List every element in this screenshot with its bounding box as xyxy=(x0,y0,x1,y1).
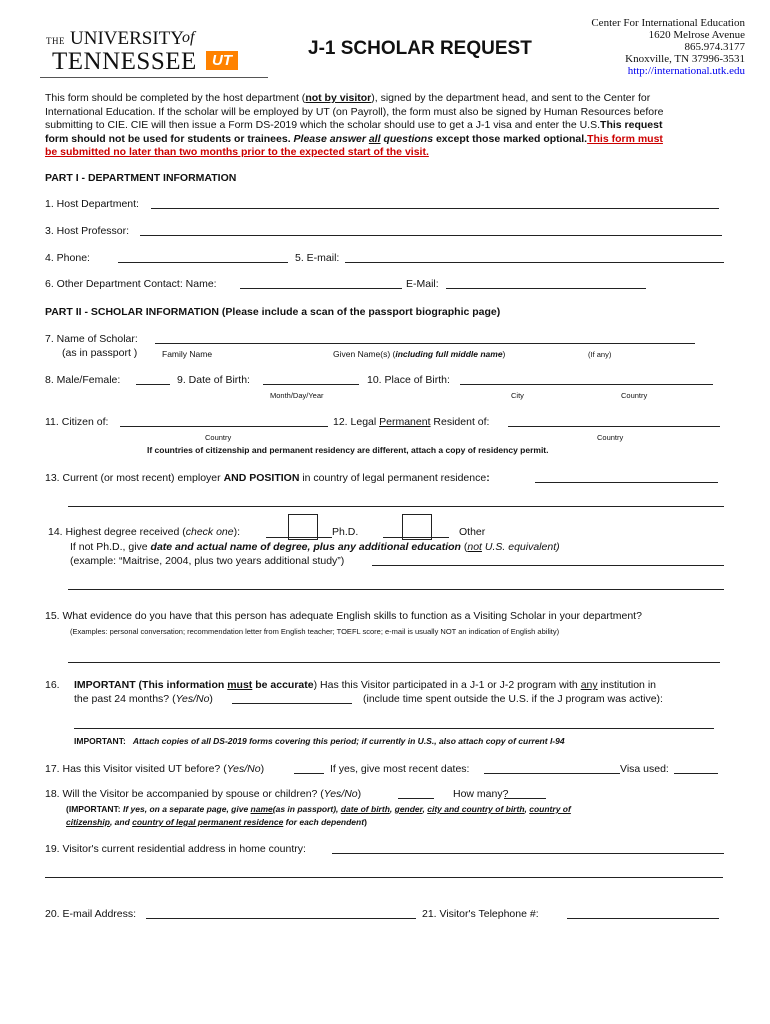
scholar-name-field[interactable] xyxy=(155,343,695,344)
q15-label: 15. What evidence do you have that this person has adequate English skills to function as a Visiting Scholar in your department? xyxy=(45,610,642,622)
permanent-residence-field[interactable] xyxy=(508,426,720,427)
host-professor-field[interactable] xyxy=(140,235,722,236)
visitor-telephone-field[interactable] xyxy=(567,918,719,919)
place-of-birth-field[interactable] xyxy=(460,384,713,385)
residency-note: If countries of citizenship and permanent residency are different, attach a copy of residency permit. xyxy=(147,445,549,455)
q12-label: 12. Legal Permanent Resident of: xyxy=(333,416,490,428)
q14-line3: (example: “Maitrise, 2004, plus two years additional study”) xyxy=(70,555,345,567)
q4-label: 4. Phone: xyxy=(45,252,90,264)
other-checkbox[interactable] xyxy=(402,514,432,540)
visitor-email-field[interactable] xyxy=(146,918,416,919)
q21-label: 21. Visitor's Telephone #: xyxy=(422,908,539,920)
q16-line2-note: (include time spent outside the U.S. if the J program was active): xyxy=(363,693,663,705)
home-address-field[interactable] xyxy=(332,853,724,854)
citizenship-field[interactable] xyxy=(120,426,328,427)
if-any-caption: (If any) xyxy=(588,350,612,359)
q16-number: 16. xyxy=(45,679,60,691)
logo-rule xyxy=(40,77,268,78)
employer-field[interactable] xyxy=(535,482,718,483)
logo-ut-mark: UT xyxy=(206,51,238,70)
not-by-visitor: not by visitor xyxy=(305,92,372,104)
email-field[interactable] xyxy=(345,262,724,263)
q14-line2: If not Ph.D., give date and actual name of degree, plus any additional education (not U.S. equivalent) xyxy=(70,541,560,553)
host-department-field[interactable] xyxy=(151,208,719,209)
q16-line2: the past 24 months? (Yes/No) xyxy=(74,693,213,705)
resident-country-caption: Country xyxy=(597,433,624,442)
other-label: Other xyxy=(459,526,486,538)
recent-dates-field[interactable] xyxy=(484,773,620,774)
citizen-country-caption: Country xyxy=(205,433,232,442)
city-caption: City xyxy=(511,391,524,400)
dependents-field[interactable] xyxy=(398,798,434,799)
q17-dates-label: If yes, give most recent dates: xyxy=(330,763,470,775)
q10-label: 10. Place of Birth: xyxy=(367,374,450,386)
q6-label: 6. Other Department Contact: Name: xyxy=(45,278,217,290)
q5-label: 5. E-mail: xyxy=(295,252,340,264)
logo-university: UNIVERSITY xyxy=(70,28,184,49)
q6-email-label: E-Mail: xyxy=(406,278,439,290)
logo-the: THE xyxy=(46,36,65,46)
prior-j-program-details-field[interactable] xyxy=(74,728,714,729)
address-line4: Knoxville, TN 37996-3531 xyxy=(625,53,745,65)
given-name-caption: Given Name(s) (including full middle name) xyxy=(333,349,506,359)
q13-label: 13. Current (or most recent) employer AND POSITION in country of legal permanent residence: xyxy=(45,472,490,484)
part2-heading: PART II - SCHOLAR INFORMATION (Please include a scan of the passport biographic page) xyxy=(45,306,501,318)
employer-field-line2[interactable] xyxy=(68,506,724,507)
part1-heading: PART I - DEPARTMENT INFORMATION xyxy=(45,172,237,184)
home-address-field-line2[interactable] xyxy=(45,877,723,878)
q8-label: 8. Male/Female: xyxy=(45,374,121,386)
other-contact-email-field[interactable] xyxy=(446,288,646,289)
english-evidence-field[interactable] xyxy=(68,662,720,663)
visited-ut-field[interactable] xyxy=(294,773,324,774)
q11-label: 11. Citizen of: xyxy=(45,416,109,428)
q1-label: 1. Host Department: xyxy=(45,198,139,210)
phd-label: Ph.D. xyxy=(332,526,359,538)
q16-label: IMPORTANT (This information must be accurate) Has this Visitor participated in a J-1 or J-2 program with any institution in xyxy=(74,679,656,691)
address-line2: 1620 Melrose Avenue xyxy=(648,29,745,41)
q18-how-many-label: How many? xyxy=(453,788,509,800)
q20-label: 20. E-mail Address: xyxy=(45,908,137,920)
visa-used-field[interactable] xyxy=(674,773,718,774)
mdy-caption: Month/Day/Year xyxy=(270,391,324,400)
address-line1: Center For International Education xyxy=(591,17,745,29)
q17-label: 17. Has this Visitor visited UT before? (Yes/No) xyxy=(45,763,265,775)
dependents-note: (IMPORTANT: If yes, on a separate page, give name(as in passport), date of birth, gender, city and country of birth, country of citizenship, and country of legal permanent residence for each dependent) xyxy=(66,804,571,827)
q7-sub: (as in passport ) xyxy=(62,347,138,359)
cie-address xyxy=(591,17,745,77)
family-name-caption: Family Name xyxy=(162,349,213,359)
q15-examples: (Examples: personal conversation; recommendation letter from English teacher; TOEFL score; e-mail is usually NOT an indication of English ability) xyxy=(70,627,560,636)
q3-label: 3. Host Professor: xyxy=(45,225,130,237)
gender-field[interactable] xyxy=(136,384,170,385)
ds2019-important-note: IMPORTANT: Attach copies of all DS-2019 forms covering this period; if currently in U.S., also attach copy of current I-94 xyxy=(74,736,565,746)
phone-field[interactable] xyxy=(118,262,288,263)
q18-label: 18. Will the Visitor be accompanied by spouse or children? (Yes/No) xyxy=(45,788,362,800)
cie-website-link[interactable]: http://international.utk.edu xyxy=(627,65,745,77)
q7-label: 7. Name of Scholar: xyxy=(45,333,138,345)
address-line3: 865.974.3177 xyxy=(684,41,745,53)
q14-label: 14. Highest degree received (check one): xyxy=(48,526,241,538)
degree-field[interactable] xyxy=(372,565,724,566)
page-title: J-1 SCHOLAR REQUEST xyxy=(308,38,532,59)
q9-label: 9. Date of Birth: xyxy=(177,374,250,386)
phd-checkbox[interactable] xyxy=(288,514,318,540)
logo-of: of xyxy=(182,29,195,46)
how-many-field[interactable] xyxy=(504,798,546,799)
dob-field[interactable] xyxy=(263,384,359,385)
intro-paragraph: This form should be completed by the host department (not by visitor), signed by the department head, and sent to the Center for International Education. If the scholar will be employed by UT (on Payroll), the form must also be signed by Human Resources before submitting to CIE. CIE will then issue a Form DS-2019 which the scholar should use to get a J-1 visa and enter the U.S.This request form should not be used for students or trainees. Please answer all questions except those marked optional.This form must be submitted no later than two months prior to the expected start of the visit. xyxy=(45,92,664,158)
country-caption: Country xyxy=(621,391,648,400)
q17-visa-label: Visa used: xyxy=(620,763,669,775)
degree-field-line2[interactable] xyxy=(68,589,724,590)
prior-j-program-field[interactable] xyxy=(232,703,352,704)
q19-label: 19. Visitor's current residential address in home country: xyxy=(45,843,306,855)
deadline-note: be submitted no later than two months prior to the expected start of the visit. xyxy=(45,146,429,158)
logo-tennessee: TENNESSEE xyxy=(52,48,197,75)
university-logo xyxy=(40,24,275,80)
other-contact-name-field[interactable] xyxy=(240,288,402,289)
